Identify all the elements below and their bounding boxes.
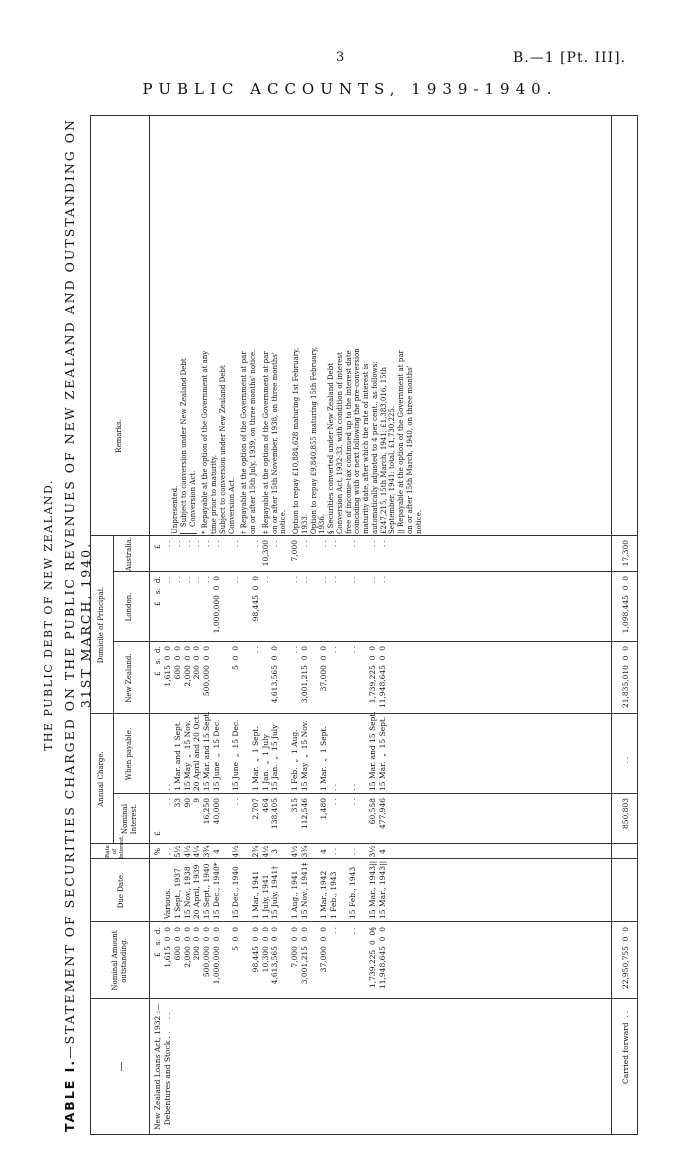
rotated-table [42,115,642,1135]
remark-3: * Repayable at the option of the Government at any time prior to maturity. [201,350,218,534]
col-rate: . . 5½ 4½ 4¼ 3¾ 4 4½ 2¾ 4½ 3 4½ 3¾ 4 . . . . 3½ 4 [163,845,387,858]
header-annual-charge: Annual Charge. [97,751,105,807]
total-australia: 17,300 [621,540,630,567]
col-london: . . . . . . . . . . 1,000,000 0 0 . . 98,445 0 0 . . . . . . . . . . . . . . . . [163,576,387,634]
col-australia: . . . . . . . . . . . . . . . . 10,300 . . 7,000 . . . . . . . . . . . . [163,540,387,567]
header-when-payable: When payable. [125,727,133,781]
total-nominal: 22,950,755 0 0 [621,927,630,990]
unit-nz: £ s. d. [153,646,162,677]
header-new-zealand: New Zealand. [125,653,133,703]
debt-table [90,115,638,1135]
col-new-zealand: 1,615 0 0 600 0 0 2,000 0 0 200 0 0 500,000 0 0 5 0 0 . . 4,613,565 0 0 . . 3,001,215 0 0 37,000 0 0 . . . . 1,739,225 0 0 11,948,645 0 0 [163,646,387,709]
remark-6: ‡ Repayable at the option of the Government at par on or after 15th November, 1938, on three months' notice. [261,351,288,534]
remark-2: Subject to conversion under New Zealand Debt Conversion Act. [180,346,198,534]
table-title: THE PUBLIC DEBT OF NEW ZEALAND. [42,479,55,751]
total-nz: 21,835,010 0 0 [621,646,630,709]
total-when: . . [621,756,630,764]
col-due-date: Various. 1 Sept., 1937 15 Nov., 1938 20 April, 1939 15 Sept., 1940 15 Dec., 1940* 15 Dec., 1940 1 Mar., 1941 1 July, 1941 15 July, 1941† 1 Aug., 1941 15 Nov., 1941‡ 1 Mar., 1942 1 Feb., 1943 15 Feb., 1943 15 Mar., 1943|| 15 Mar., 1943|| [163,860,387,919]
header-domicile: Domicile of Principal. [97,586,105,664]
remarks-column [153,346,423,534]
header-remarks: Remarks. [115,419,123,453]
page-title: PUBLIC ACCOUNTS, 1939-1940. [142,80,558,98]
remark-5: † Repayable at the option of the Government at par on or after 15th July, 1939, on three months' notice. [240,349,257,534]
header-nominal-interest: Nominal Interest. [121,803,139,835]
remark-4: Subject to conversion under New Zealand Debt Conversion Act. [218,365,236,534]
row-description: New Zealand Loans Act, 1932 :— Debentures and Stock . . . . [153,1003,172,1130]
page-reference: B.—1 [Pt. III]. [513,50,627,66]
unit-nominal: £ s. d. [153,927,162,958]
col-nominal-amount: 1,615 0 0 600 0 0 2,000 0 0 200 0 0 500,000 0 0 1,000,000 0 0 5 0 0 98,445 0 0 10,300 0 0 4,613,565 0 0 7,000 0 0 3,001,215 0 0 37,000 0 0 . . . . 1,739,225 0 0§ 11,948,645 0 0 [163,927,387,990]
header-rate: Rate of Interest. [105,835,126,859]
carried-forward-label: Carried forward . . [621,1010,630,1084]
remark-7: Option to repay £10,884,628 maturing 1st February, 1933. [292,347,309,534]
remark-8: Option to repay £9,840,855 maturing 15th February, 1936. [309,346,327,534]
col-when-payable: . . 1 Mar. and 1 Sept. 15 May „ 15 Nov. 20 April and 20 Oct. 15 Mar. and 15 Sept. 15 June „ 15 Dec. 15 June „ 15 Dec. 1 Mar. „ 1 Sept. 1 Jan. „ 1 July 15 Jan. „ 15 July 1 Feb. „ 1 Aug. 15 May „ 15 Nov. 1 Mar. „ 1 Sept. . . . . 15 Mar. and 15 Sept. 15 Mar. „ 15 Sept. [163,711,387,791]
header-description: — [116,1061,127,1072]
col-nominal-interest: . . 33 90 9 16,250 40,000 . . 2,707 464 138,405 315 112,546 1,480 . . . . 60,558 477,946 [163,798,387,830]
remark-10: || Repayable at the option of the Government at par on or after 15th March, 1940, on three months' notice. [397,350,423,534]
unit-interest: £ [153,831,162,836]
unit-london: £ s. d. [153,576,162,607]
remark-1: Unpresented. [171,485,179,534]
total-london: 1,098,445 0 0 [621,576,630,634]
page-number: 3 [336,50,345,65]
header-due-date: Due Date. [117,872,125,909]
total-interest: 850,803 [621,798,630,830]
header-london: London. [125,592,133,622]
remark-9: § Securities converted under New Zealand Debt Conversion Act, 1932-33, with condition of interest free of income-tax continued up to the interest date coinciding with or next following the pre-conversion maturity date, after which the rate of interest is automatically adjusted to 4 per cent., as follows: £247,215, 15th March, 1941; £1,383,016, 15th September, 1941: total, £1,730,225. [327,348,397,534]
header-australia: Australia. [125,536,133,572]
header-nominal-amount: Nominal Amount outstanding. [111,930,129,991]
unit-rate: % [153,847,162,856]
table-label: TABLE I. [62,1058,77,1132]
table-subtitle-text: —STATEMENT OF SECURITIES CHARGED ON THE PUBLIC REVENUES OF NEW ZEALAND AND OUTSTANDING ON 31ST MARCH, 1940. [62,118,94,1059]
unit-australia: £ [153,544,162,549]
